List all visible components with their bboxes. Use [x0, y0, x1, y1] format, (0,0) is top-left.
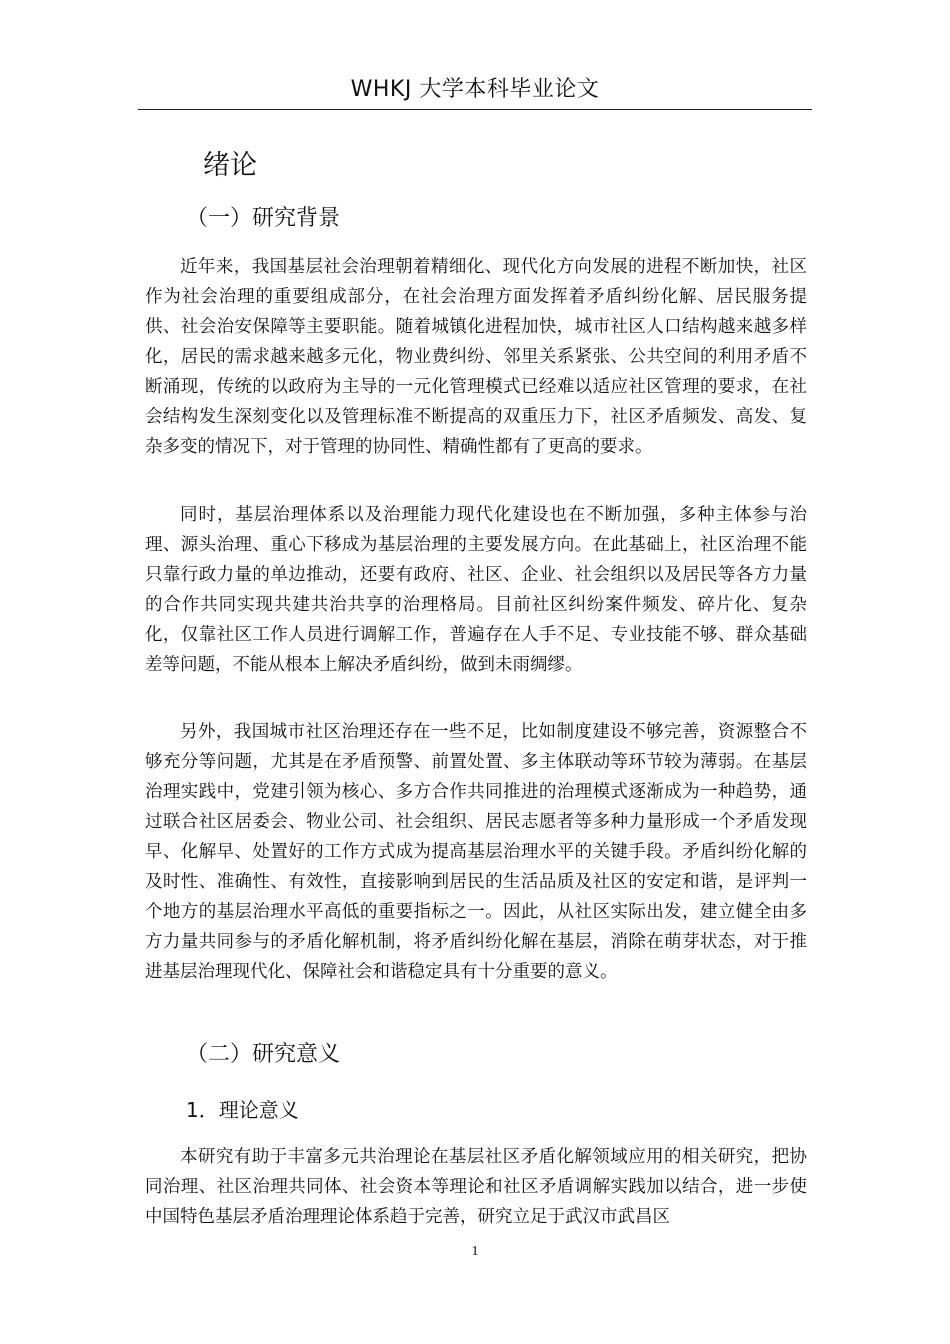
- page-number: 1: [471, 1244, 479, 1259]
- paragraph-background-1: 近年来，我国基层社会治理朝着精细化、现代化方向发展的进程不断加快，社区作为社会治理的重要组成部分，在社会治理方面发挥着矛盾纠纷化解、居民服务提供、社会治安保障等主要职能。随着城镇化进程加快，城市社区人口结构越来越多样化，居民的需求越来越多元化，物业费纠纷、邻里关系紧张、公共空间的利用矛盾不断涌现，传统的以政府为主导的一元化管理模式已经难以适应社区管理的要求，在社会结构发生深刻变化以及管理标准不断提高的双重压力下，社区矛盾频发、高发、复杂多变的情况下，对于管理的协同性、精确性都有了更高的要求。: [145, 257, 807, 457]
- subsection-title-theoretical: 1．理论意义: [186, 1098, 299, 1122]
- paragraph-background-3: 另外，我国城市社区治理还存在一些不足，比如制度建设不够完善，资源整合不够充分等问题，尤其是在矛盾预警、前置处置、多主体联动等环节较为薄弱。在基层治理实践中，党建引领为核心、多方合作共同推进的治理模式逐渐成为一种趋势，通过联合社区居委会、物业公司、社会组织、居民志愿者等多种力量形成一个矛盾发现早、化解早、处置好的工作方式成为提高基层治理水平的关键手段。矛盾纠纷化解的及时性、准确性、有效性，直接影响到居民的生活品质及社区的安定和谐，是评判一个地方的基层治理水平高低的重要指标之一。因此，从社区实际出发，建立健全由多方力量共同参与的矛盾化解机制，将矛盾纠纷化解在基层，消除在萌芽状态，对于推进基层治理现代化、保障社会和谐稳定具有十分重要的意义。: [145, 722, 807, 982]
- section-title-background: （一）研究背景: [186, 206, 341, 231]
- running-header-title: WHKJ 大学本科毕业论文: [350, 77, 600, 102]
- paragraph-theoretical-1: 本研究有助于丰富多元共治理论在基层社区矛盾化解领域应用的相关研究，把协同治理、社区治理共同体、社会资本等理论和社区矛盾调解实践加以结合，进一步使中国特色基层矛盾治理理论体系趋于完善，研究立足于武汉市武昌区: [145, 1147, 807, 1227]
- section-title-significance: （二）研究意义: [186, 1042, 341, 1067]
- chapter-title: 绪论: [203, 150, 257, 181]
- header-rule: [138, 109, 812, 110]
- paragraph-background-2: 同时，基层治理体系以及治理能力现代化建设也在不断加强，多种主体参与治理、源头治理、重心下移成为基层治理的主要发展方向。在此基础上，社区治理不能只靠行政力量的单边推动，还要有政府、社区、企业、社会组织以及居民等各方力量的合作共同实现共建共治共享的治理格局。目前社区纠纷案件频发、碎片化、复杂化，仅靠社区工作人员进行调解工作，普遍存在人手不足、专业技能不够、群众基础差等问题，不能从根本上解决矛盾纠纷，做到未雨绸缪。: [145, 505, 807, 675]
